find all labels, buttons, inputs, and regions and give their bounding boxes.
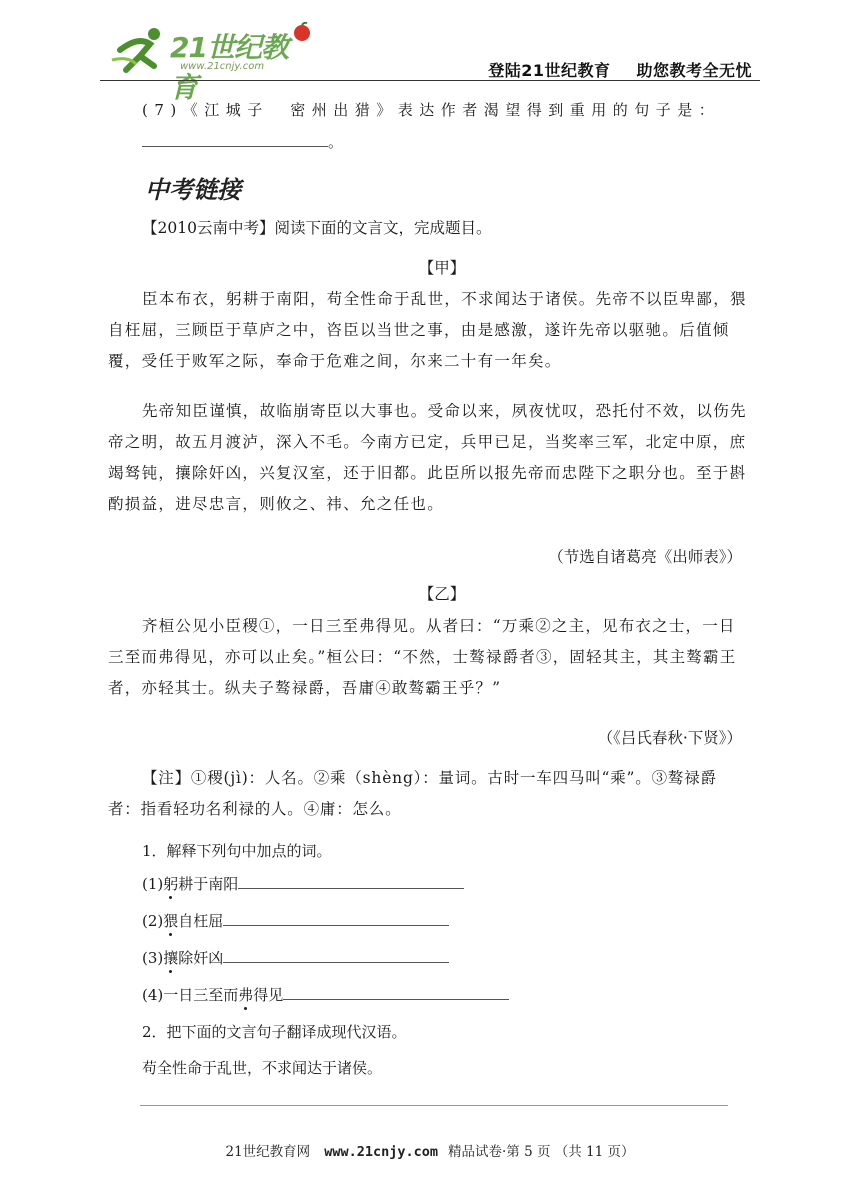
page-footer <box>0 1140 860 1160</box>
answer-blank[interactable] <box>238 874 464 889</box>
notes-text: 【注】①稷(jì)：人名。②乘（shèng）：量词。古时一车四马叫“乘”。③骜禄爵者：指看轻功名利禄的人。④庸：怎么。 <box>108 769 717 818</box>
dotted-word: 攘 <box>163 949 179 967</box>
question-1-item-2 <box>142 910 449 931</box>
item-before: 一日三至而 <box>163 986 239 1004</box>
question-1-item-3 <box>142 947 449 968</box>
answer-blank[interactable] <box>223 911 449 926</box>
passage-a-paragraph-1 <box>108 284 748 377</box>
footer-page-info: 精品试卷·第 5 页 （共 11 页） <box>447 1144 635 1160</box>
footer-site-link[interactable]: www.21cnjy.com <box>324 1144 438 1160</box>
header-divider <box>100 80 760 81</box>
item-after: 自枉屈 <box>178 912 224 930</box>
apple-icon <box>292 22 312 42</box>
question-1-item-4 <box>142 984 509 1005</box>
question-1-prompt: 1．解释下列句中加点的词。 <box>142 842 332 860</box>
item-number: (2) <box>142 912 164 930</box>
footer-divider <box>140 1105 728 1106</box>
item-number: (3) <box>142 949 164 967</box>
answer-blank[interactable] <box>223 948 449 963</box>
slogan-right: 助您教考全无忧 <box>636 61 752 80</box>
item-number: (1) <box>142 875 164 893</box>
exam-intro: 【2010云南中考】阅读下面的文言文，完成题目。 <box>142 219 492 237</box>
passage-b-source: （《吕氏春秋·下贤》） <box>597 729 742 747</box>
logo-text: 21世纪教育 <box>170 31 288 104</box>
item-after: 除奸凶 <box>178 949 224 967</box>
question-7 <box>142 99 720 121</box>
section-title: 中考链接 <box>145 176 241 204</box>
runner-icon <box>110 26 170 74</box>
annotation-notes <box>108 763 748 825</box>
header-slogan <box>462 58 752 81</box>
passage-a-heading: 【甲】 <box>418 259 466 277</box>
passage-b-paragraph <box>108 611 748 704</box>
footer-left: 21世纪教育网 <box>225 1144 311 1160</box>
item-number: (4) <box>142 986 164 1004</box>
dotted-word: 弗 <box>238 986 254 1004</box>
passage-a-paragraph-2 <box>108 396 748 520</box>
passage-b-p1-text: 齐桓公见小臣稷①，一日三至弗得见。从者曰：“万乘②之主，见布衣之士，一日三至而弗得见，亦可以止矣。”桓公曰：“不然，士骜禄爵者③，固轻其主，其主骜霸王者，亦轻其士。纵夫子骜禄爵，吾庸④敢骜霸王乎？” <box>108 617 737 697</box>
passage-a-p1-text: 臣本布衣，躬耕于南阳，苟全性命于乱世，不求闻达于诸侯。先帝不以臣卑鄙，猥自枉屈，三顾臣于草庐之中，咨臣以当世之事，由是感激，遂许先帝以驱驰。后值倾覆，受任于败军之际，奉命于危难之间，尔来二十有一年矣。 <box>108 290 747 370</box>
question-1-item-1 <box>142 873 464 894</box>
page-header <box>100 18 760 104</box>
dotted-word: 躬 <box>163 875 179 893</box>
answer-blank[interactable] <box>142 132 328 147</box>
passage-a-source: （节选自诸葛亮《出师表》） <box>548 548 742 566</box>
item-after: 耕于南阳 <box>178 875 239 893</box>
logo-url: www.21cnjy.com <box>180 61 265 72</box>
answer-blank[interactable] <box>283 985 509 1000</box>
passage-b-heading: 【乙】 <box>418 585 466 603</box>
question-2-sentence: 苟全性命于乱世，不求闻达于诸侯。 <box>142 1059 383 1077</box>
passage-a-p2-text: 先帝知臣谨慎，故临崩寄臣以大事也。受命以来，夙夜忧叹，恐托付不效，以伤先帝之明，故五月渡泸，深入不毛。今南方已定，兵甲已足，当奖率三军，北定中原，庶竭驽钝，攘除奸凶，兴复汉室，还于旧都。此臣所以报先帝而忠陛下之职分也。至于斟酌损益，进尽忠言，则攸之、祎、允之任也。 <box>108 402 747 513</box>
question-7-text: (7)《江城子 密州出猎》表达作者渴望得到重用的句子是： <box>142 101 721 119</box>
question-2-prompt: 2．把下面的文言句子翻译成现代汉语。 <box>142 1023 407 1041</box>
item-after: 得见 <box>253 986 284 1004</box>
question-7-answer-line <box>142 131 343 153</box>
site-logo[interactable] <box>110 18 310 104</box>
question-7-end: 。 <box>328 133 344 151</box>
dotted-word: 猥 <box>163 912 179 930</box>
slogan-left: 登陆21世纪教育 <box>488 61 611 80</box>
